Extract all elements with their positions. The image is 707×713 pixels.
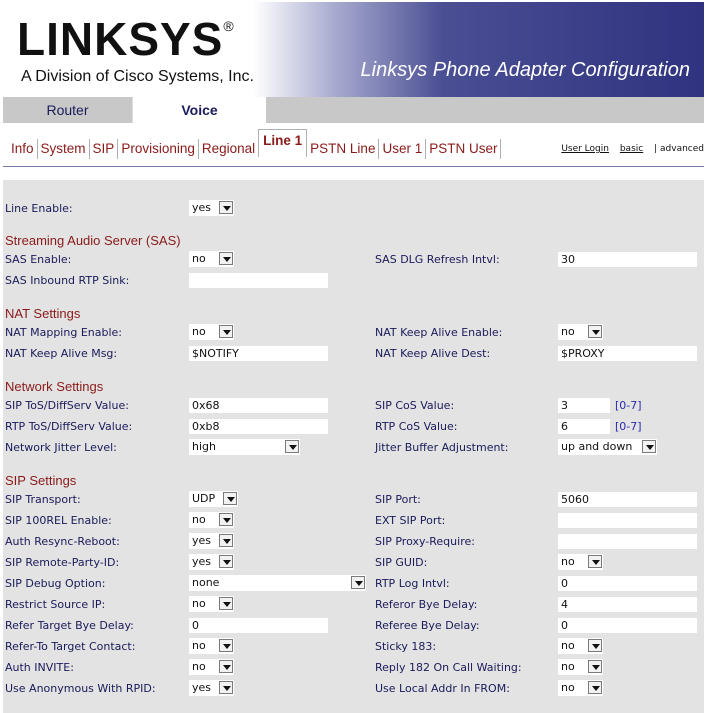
chevron-down-icon bbox=[219, 534, 233, 547]
chevron-down-icon bbox=[219, 639, 233, 652]
chevron-down-icon bbox=[219, 555, 233, 568]
tab-regional[interactable]: Regional bbox=[201, 141, 256, 156]
reply-182-label: Reply 182 On Call Waiting: bbox=[375, 661, 522, 674]
refer-to-target-select[interactable] bbox=[189, 638, 234, 654]
division-text: A Division of Cisco Systems, Inc. bbox=[21, 68, 254, 85]
sip-100rel-value: no bbox=[192, 513, 206, 526]
chevron-down-icon bbox=[588, 555, 602, 568]
rtp-log-input[interactable]: 0 bbox=[558, 576, 697, 591]
sip-cos-input[interactable]: 3 bbox=[558, 398, 610, 413]
remote-party-value: yes bbox=[192, 555, 212, 568]
sticky-183-value: no bbox=[561, 639, 575, 652]
refer-to-target-label: Refer-To Target Contact: bbox=[5, 640, 136, 653]
tab-user-1[interactable]: User 1 bbox=[379, 139, 426, 159]
sip-100rel-select[interactable] bbox=[189, 512, 234, 528]
sip-guid-select[interactable] bbox=[558, 554, 603, 570]
restrict-ip-label: Restrict Source IP: bbox=[5, 598, 106, 611]
sas-enable-value: no bbox=[192, 252, 206, 265]
referee-bye-label: Referee Bye Delay: bbox=[375, 619, 480, 632]
auth-invite-value: no bbox=[192, 660, 206, 673]
chevron-down-icon bbox=[219, 201, 233, 214]
sip-port-label: SIP Port: bbox=[375, 493, 421, 506]
user-login-link[interactable]: User Login bbox=[561, 144, 609, 154]
anon-rpid-select[interactable] bbox=[189, 680, 234, 696]
nat-keep-msg-input[interactable]: $NOTIFY bbox=[189, 346, 328, 361]
sip-transport-value: UDP bbox=[192, 492, 216, 505]
line-enable-label: Line Enable: bbox=[5, 202, 73, 215]
section-nat: NAT Settings bbox=[5, 306, 81, 321]
remote-party-label: SIP Remote-Party-ID: bbox=[5, 556, 120, 569]
auth-resync-select[interactable] bbox=[189, 533, 234, 549]
line-enable-select[interactable] bbox=[189, 200, 234, 216]
jitter-adj-label: Jitter Buffer Adjustment: bbox=[375, 441, 509, 454]
referor-bye-input[interactable]: 4 bbox=[558, 597, 697, 612]
sip-guid-value: no bbox=[561, 555, 575, 568]
sip-debug-value: none bbox=[192, 576, 220, 589]
sub-tab-bar bbox=[3, 123, 704, 167]
proxy-require-input[interactable] bbox=[558, 534, 697, 549]
sip-port-input[interactable]: 5060 bbox=[558, 492, 697, 507]
linksys-logo bbox=[17, 12, 235, 66]
restrict-ip-select[interactable] bbox=[189, 596, 234, 612]
link-separator: | bbox=[654, 144, 658, 154]
jitter-level-select[interactable] bbox=[189, 439, 300, 455]
nat-mapping-select[interactable] bbox=[189, 324, 234, 340]
anon-rpid-value: yes bbox=[192, 681, 212, 694]
referee-bye-input[interactable]: 0 bbox=[558, 618, 697, 633]
sas-dlg-input[interactable]: 30 bbox=[558, 252, 697, 267]
local-addr-label: Use Local Addr In FROM: bbox=[375, 682, 510, 695]
chevron-down-icon bbox=[219, 660, 233, 673]
auth-resync-label: Auth Resync-Reboot: bbox=[5, 535, 120, 548]
reply-182-select[interactable] bbox=[558, 659, 603, 675]
rtp-cos-input[interactable]: 6 bbox=[558, 419, 610, 434]
jitter-level-value: high bbox=[192, 440, 216, 453]
basic-link[interactable]: basic bbox=[619, 144, 644, 154]
header-banner bbox=[3, 2, 704, 97]
top-tab-bar bbox=[3, 97, 704, 123]
chevron-down-icon bbox=[642, 440, 656, 453]
sip-cos-label: SIP CoS Value: bbox=[375, 399, 455, 412]
sas-enable-label: SAS Enable: bbox=[5, 253, 72, 266]
sip-debug-select[interactable] bbox=[189, 575, 366, 591]
tab-sip[interactable]: SIP bbox=[90, 139, 119, 159]
anon-rpid-label: Use Anonymous With RPID: bbox=[5, 682, 156, 695]
sip-cos-range: [0-7] bbox=[615, 399, 642, 412]
chevron-down-icon bbox=[588, 660, 602, 673]
auth-invite-select[interactable] bbox=[189, 659, 234, 675]
tab-pstn-line[interactable]: PSTN Line bbox=[307, 139, 379, 159]
chevron-down-icon bbox=[588, 681, 602, 694]
tab-provisioning[interactable]: Provisioning bbox=[118, 139, 199, 159]
ext-sip-port-label: EXT SIP Port: bbox=[375, 514, 446, 527]
sip-guid-label: SIP GUID: bbox=[375, 556, 428, 569]
sticky-183-select[interactable] bbox=[558, 638, 603, 654]
chevron-down-icon bbox=[219, 597, 233, 610]
jitter-adj-select[interactable] bbox=[558, 439, 657, 455]
sas-enable-select[interactable] bbox=[189, 251, 234, 267]
chevron-down-icon bbox=[219, 681, 233, 694]
refer-target-bye-label: Refer Target Bye Delay: bbox=[5, 619, 134, 632]
chevron-down-icon bbox=[219, 325, 233, 338]
chevron-down-icon bbox=[285, 440, 299, 453]
nat-keep-dest-label: NAT Keep Alive Dest: bbox=[375, 347, 491, 360]
refer-to-target-value: no bbox=[192, 639, 206, 652]
local-addr-value: no bbox=[561, 681, 575, 694]
rtp-tos-label: RTP ToS/DiffServ Value: bbox=[5, 420, 133, 433]
auth-invite-label: Auth INVITE: bbox=[5, 661, 74, 674]
sas-inbound-label: SAS Inbound RTP Sink: bbox=[5, 274, 130, 287]
sip-tos-label: SIP ToS/DiffServ Value: bbox=[5, 399, 129, 412]
chevron-down-icon bbox=[223, 492, 237, 505]
nat-keep-msg-label: NAT Keep Alive Msg: bbox=[5, 347, 118, 360]
proxy-require-label: SIP Proxy-Require: bbox=[375, 535, 475, 548]
refer-target-bye-input[interactable]: 0 bbox=[189, 618, 328, 633]
advanced-link[interactable]: advanced bbox=[660, 144, 704, 154]
sticky-183-label: Sticky 183: bbox=[375, 640, 437, 653]
nat-keep-enable-value: no bbox=[561, 325, 575, 338]
chevron-down-icon bbox=[588, 325, 602, 338]
chevron-down-icon bbox=[219, 513, 233, 526]
sip-transport-label: SIP Transport: bbox=[5, 493, 81, 506]
sip-100rel-label: SIP 100REL Enable: bbox=[5, 514, 112, 527]
reply-182-value: no bbox=[561, 660, 575, 673]
section-sas: Streaming Audio Server (SAS) bbox=[5, 233, 181, 248]
nat-mapping-value: no bbox=[192, 325, 206, 338]
sas-dlg-label: SAS DLG Refresh Intvl: bbox=[375, 253, 500, 266]
registered-mark: ® bbox=[223, 18, 235, 34]
header-links bbox=[561, 144, 704, 154]
nat-keep-dest-input[interactable]: $PROXY bbox=[558, 346, 697, 361]
tab-pstn-user[interactable]: PSTN User bbox=[426, 139, 501, 159]
tab-voice[interactable]: Voice bbox=[133, 97, 266, 123]
tab-info[interactable]: Info bbox=[8, 139, 38, 159]
auth-resync-value: yes bbox=[192, 534, 212, 547]
tab-system[interactable]: System bbox=[38, 139, 90, 159]
rtp-cos-range: [0-7] bbox=[615, 420, 642, 433]
chevron-down-icon bbox=[219, 252, 233, 265]
jitter-adj-value: up and down bbox=[561, 440, 633, 453]
sip-transport-select[interactable] bbox=[189, 491, 238, 507]
line-enable-value: yes bbox=[192, 201, 212, 214]
local-addr-select[interactable] bbox=[558, 680, 603, 696]
sas-inbound-input[interactable] bbox=[189, 273, 328, 288]
tab-line-1[interactable]: Line 1 bbox=[258, 129, 307, 157]
nat-keep-enable-select[interactable] bbox=[558, 324, 603, 340]
rtp-cos-label: RTP CoS Value: bbox=[375, 420, 458, 433]
remote-party-select[interactable] bbox=[189, 554, 234, 570]
logo-text: LINKSYS bbox=[17, 13, 224, 65]
settings-panel bbox=[3, 167, 704, 713]
section-network: Network Settings bbox=[5, 379, 104, 394]
rtp-tos-input[interactable]: 0xb8 bbox=[189, 419, 328, 434]
config-title: Linksys Phone Adapter Configuration bbox=[360, 59, 690, 81]
tab-router[interactable]: Router bbox=[3, 97, 133, 123]
chevron-down-icon bbox=[351, 576, 365, 589]
nat-keep-enable-label: NAT Keep Alive Enable: bbox=[375, 326, 503, 339]
blank-row bbox=[3, 167, 704, 180]
chevron-down-icon bbox=[588, 639, 602, 652]
section-sip: SIP Settings bbox=[5, 473, 77, 488]
sip-debug-label: SIP Debug Option: bbox=[5, 577, 106, 590]
nat-mapping-label: NAT Mapping Enable: bbox=[5, 326, 122, 339]
rtp-log-label: RTP Log Intvl: bbox=[375, 577, 450, 590]
restrict-ip-value: no bbox=[192, 597, 206, 610]
ext-sip-port-input[interactable] bbox=[558, 513, 697, 528]
referor-bye-label: Referor Bye Delay: bbox=[375, 598, 478, 611]
jitter-level-label: Network Jitter Level: bbox=[5, 441, 117, 454]
sip-tos-input[interactable]: 0x68 bbox=[189, 398, 328, 413]
